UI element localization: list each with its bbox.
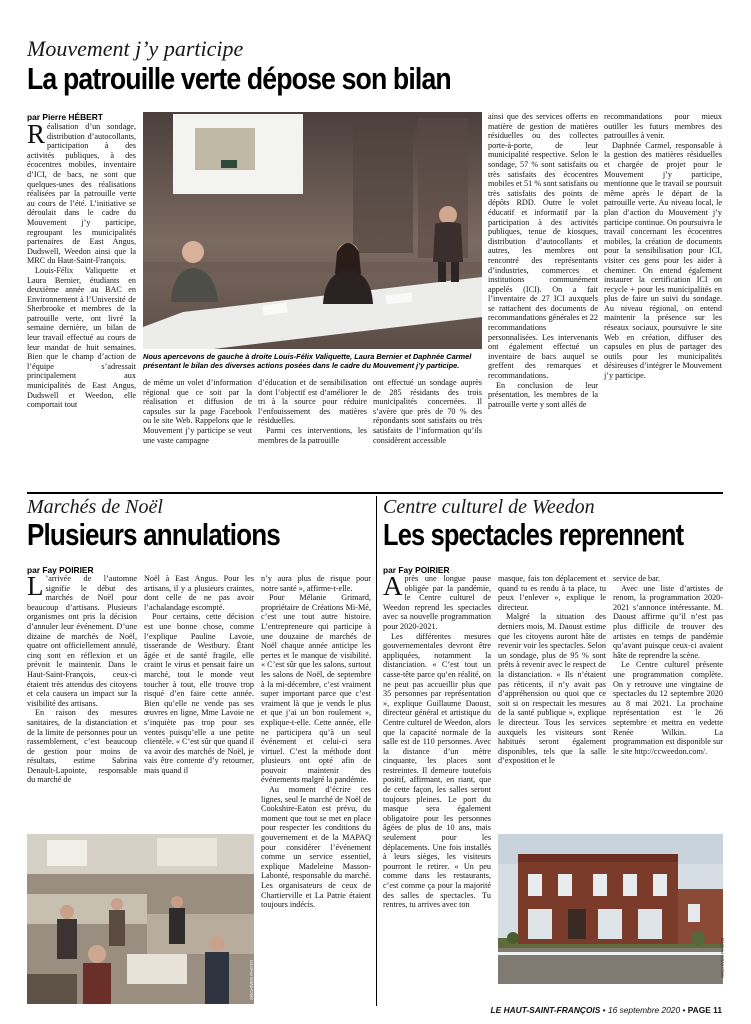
article1-column-2 bbox=[143, 378, 252, 488]
column-divider bbox=[376, 496, 377, 1006]
article1-paragraph: Louis-Félix Valiquette et Laura Bernier, étudiants en deuxième année au BAC en Environnement à l’Université de Sherbrooke et membres de la patrouille verte, ont livré la semaine dernière, un bilan de leur travail effectué au cours de leur mandat de huit semaines. Bien que le champ d’action de l’équipe s’adressait principalement aux municipalités de East Angus, Dudswell et Weedon, elle comportait tout bbox=[27, 265, 136, 410]
article3-byline: par Fay POIRIER bbox=[383, 565, 450, 575]
article3-headline: Les spectacles reprennent bbox=[383, 517, 684, 552]
article2-lead: ’arrivée de l’automne signifie le début des marchés de Noël pour beaucoup d’artisans. Plusieurs organismes ont pris la décision d’annuler leur événement. D’une dizaine de marchés de Noël, quatre ont officiellement annulé, cinq sont en réflexion et un prévoit le maintenir. Dans le Haut-Saint-François, ceux-ci étaient très attendus des citoyens et cela causera un impact sur la visibilité des artisans. bbox=[27, 574, 137, 708]
page-number: PAGE 11 bbox=[687, 1005, 722, 1015]
article3-paragraph: Malgré la situation des derniers mois, M. Daoust estime que les citoyens auront hâte de revenir voir les spectacles. Selon un sondage, plus de 95 % sont prêts à revenir avec le respect de la distanciation. « Ils n’étaient pas réticents, il n’y avait pas d’appréhension ou quoi que ce soit si on respectait les mesures de la santé publique », explique le directeur. Tous les services auxquels les visiteurs sont habitués seront également disponibles, tels que la salle d’exposition et le bbox=[498, 612, 606, 766]
article1-column-4 bbox=[373, 378, 482, 488]
article2-paragraph: Pour Mélanie Grimard, propriétaire de Créations Mi-Mé, c’est une tout autre histoire. L’entrepreneure qui participe à une douzaine de marchés de Noël chaque année anticipe les pertes et le manque de visibilité. « C’est sûr que les salons, surtout les salons de Noël, de septembre à la mi-décembre, c’est vraiment super important parce que c’est vraiment là que je vends le plus et que j’ai un bon roulement », explique-t-elle. Cette année, elle ne participera qu’à un seul événement et celui-ci sera virtuel. C’est la méthode dont plusieurs ont opté afin de pouvoir maintenir des événements malgré la pandémie. bbox=[261, 593, 371, 785]
article1-column-3 bbox=[258, 378, 367, 488]
cultural-center-photo bbox=[498, 834, 723, 984]
article3-column-1 bbox=[383, 574, 491, 1002]
article1-paragraph: de même un volet d’information régional que ce soit par la réalisation et diffusion de capsules sur la page Facebook ou le site Web. Rappelons que le Mouvement j’y participe se veut une vaste campagne bbox=[143, 378, 252, 445]
article1-paragraph: d’éducation et de sensibilisation dont l’objectif est d’améliorer le tri à la source pour réduire l’enfouissement des matières résiduelles. bbox=[258, 378, 367, 426]
article1-paragraph: ainsi que des services offerts en matière de gestion de matières résiduelles ou des collectes porte-à-porte, de leur municipalité respective. Selon le sondage, 57 % sont satisfaits ou très satisfaits des écocentres mobiles et 51 % sont satisfaits ou très satisfaits des points de dépôts RDD. Outre le volet éducatif et informatif par la participation à des activités publiques, tenue de kiosques, distribution d’autocollants et autres, les membres ont rencontré des représentants d’industries, commerces et institutions communément appelés (ICI). On a fait l’inventaire de 27 ICI auxquels se rattachent des documents de recommandations générales et 22 recommandations personnalisées. Les intervenants ont également effectué un inventaire de bacs auquel se greffent des remarques et recommandations. bbox=[488, 112, 598, 381]
article3-column-3 bbox=[613, 574, 723, 830]
article1-column-1 bbox=[27, 122, 136, 487]
article3-paragraph: Les différentes mesures gouvernementales devront être appliquées, notamment la distanciation. « C’est tout un casse-tête parce qu’en réalité, on ne peut pas accueillir plus que 35 personnes par représentation », explique Guillaume Daoust, directeur général et artistique du Centre culturel de Weedon, alors que la capacité normale de la salle est de 110 personnes. Avec la distance d’un mètre cinquante, les places sont restreintes. Il demeure toutefois positif, affirmant, en riant, que de cette façon, les salles seront toujours pleines. Le port du masque sera également obligatoire pour les personnes âgées de plus de 10 ans, mais seulement pour les déplacements. Une fois installés à leurs sièges, les visiteurs pourront le retirer. « Un peu comme dans les restaurants, c’est comme ça pour la majorité des salles de spectacles. Tu rentres, tu arrives avec ton bbox=[383, 631, 491, 910]
market-scene-image bbox=[27, 834, 254, 1004]
publication-name: LE HAUT-SAINT-FRANÇOIS bbox=[490, 1005, 601, 1015]
article3-kicker: Centre culturel de Weedon bbox=[383, 496, 595, 518]
presentation-scene-image bbox=[143, 112, 482, 349]
christmas-market-photo bbox=[27, 834, 254, 1004]
article1-paragraph: Parmi ces interventions, les membres de la patrouille bbox=[258, 425, 367, 445]
section-divider bbox=[27, 492, 723, 494]
drop-cap: L bbox=[27, 574, 44, 601]
article1-paragraph: Daphnée Carmel, responsable à la gestion des matières résiduelles et chargée de projet pour le Mouvement j’y participe, mentionne que le travail se poursuit même après le départ de la patrouille verte. Au niveau local, le plan d’action du Mouvement j’y participe continue. On poursuivra le travail concernant les écocentres mobiles, la création de documents pour la sensibilisation pour ICI, visiter ces gens pour les aider à cheminer. On entend également instaurer la certification ICI on recycle + pour les municipalités en plus de faire un suivi du sondage. Au niveau régional, on entend maintenir la présence sur les réseaux sociaux, poursuivre le site Web en création, diffuser des capsules en plus de partager des outils pour les municipalités désireuses d’intégrer le Mouvement j’y participe. bbox=[604, 140, 722, 381]
article2-paragraph: Pour certains, cette décision est une bonne chose, comme l’explique Pauline Lavoie, tisserande de Westbury. Étant âgée et de santé fragile, elle craint le virus et pensait faire un marché, tout le monde veut toucher à tout, elle trouve trop risqué d’en faire cette année. Bien qu’elle ne vende pas ses œuvres en ligne, Mme Lavoie ne s’inquiète pas trop pour ses ventes puisqu’elle a une petite clientèle. « C’est sûr que quand il va avoir des marchés de Noël, je vais être contente d’y retourner, mais quand il bbox=[144, 612, 254, 775]
patrol-presentation-photo bbox=[143, 112, 482, 349]
article1-column-6 bbox=[604, 112, 722, 488]
article3-paragraph: Avec une liste d’artistes de renom, la programmation 2020-2021 s’annonce intéressante. M. Daoust affirme qu’il n’est pas plus difficile de trouver des artistes en temps de pandémie qu’avant puisque ceux-ci avaient hâte de reprendre la scène. bbox=[613, 583, 723, 660]
article1-lead: éalisation d’un sondage, distribution d’autocollants, participation à des activités publiques, à des écocentres mobiles, inventaire d’ICI, de bacs, ne sont que quelques-unes des réalisations réalisées par la patrouille verte au cours de l’été. L’initiative se déroulait dans le cadre du Mouvement j’y participe, regroupant les municipalités partenaires de East Angus, Dudswell, Weedon ainsi que la MRC du Haut-Saint-François. bbox=[27, 122, 136, 266]
article2-paragraph: Noël à East Angus. Pour les artisans, il y a plusieurs craintes, dont celle de ne pas avoir l’achalandage escompté. bbox=[144, 574, 254, 612]
article3-column-2 bbox=[498, 574, 606, 830]
article3-paragraph: Le Centre culturel présente une programmation complète. On y retrouve une vingtaine de spectacles du 12 septembre 2020 au 8 mai 2021. La prochaine représentation est le 26 septembre et mettra en vedette Renée Wilkin. La programmation est disponible sur le site http://ccweedon.com/. bbox=[613, 660, 723, 756]
article1-kicker: Mouvement j’y participe bbox=[27, 36, 244, 61]
article2-kicker: Marchés de Noël bbox=[27, 496, 163, 518]
drop-cap: A bbox=[383, 574, 403, 601]
article2-headline: Plusieurs annulations bbox=[27, 517, 280, 552]
photo-caption: Nous apercevons de gauche à droite Louis-Félix Valiquette, Laura Bernier et Daphnée Carmel présentant le bilan des diverses actions posées dans le cadre du Mouvement j’y participe. bbox=[143, 352, 472, 370]
article2-paragraph: n’y aura plus de risque pour notre santé », affirme-t-elle. bbox=[261, 574, 371, 593]
article1-byline: par Pierre HÉBERT bbox=[27, 112, 103, 122]
article2-byline: par Fay POIRIER bbox=[27, 565, 94, 575]
page-footer bbox=[491, 1005, 722, 1015]
article1-headline: La patrouille verte dépose son bilan bbox=[27, 61, 451, 96]
article2-column-3 bbox=[261, 574, 371, 1002]
article2-column-2 bbox=[144, 574, 254, 830]
issue-date: • 16 septembre 2020 • bbox=[600, 1005, 688, 1015]
article1-paragraph: recommandations pour mieux outiller les futurs membres des patrouilles à venir. bbox=[604, 112, 722, 141]
article2-paragraph: En raison des mesures sanitaires, de la distanciation et de la limite de personnes pour un rassemblement, c’est beaucoup de gestion pour moins de résultats, estime Sabrina Denault-Lapointe, responsable du marché de bbox=[27, 708, 137, 785]
photo-credit: ARCHIVES PHOTO bbox=[720, 937, 725, 978]
building-image bbox=[498, 834, 723, 984]
article1-paragraph: ont effectué un sondage auprès de 285 résidants des trois municipalités concernées. Il s’avère que près de 70 % des répondants sont satisfaits ou très satisfaits de l’information qu’ils considèrent accessible bbox=[373, 378, 482, 445]
article2-paragraph: Au moment d’écrire ces lignes, seul le marché de Noël de Cookshire-Eaton est prévu, du moment que tout se met en place pour respecter les conditions du gouvernement et de la MAPAQ pour considérer l’événement comme un service essentiel, explique Madeleine Masson-Labonté, responsable du marché. Les organisateurs de ceux de Chartierville et La Patrie étaient toujours indécis. bbox=[261, 785, 371, 910]
article3-paragraph: service de bar. bbox=[613, 574, 661, 583]
article1-column-5 bbox=[488, 112, 598, 488]
drop-cap: R bbox=[27, 122, 46, 149]
article3-paragraph: masque, fais ton déplacement et quand tu es rendu à ta place, tu peux l’enlever », explique le directeur. bbox=[498, 574, 606, 612]
photo-credit: ARCHIVES PHOTO bbox=[249, 959, 254, 1000]
article1-paragraph: En conclusion de leur présentation, les membres de la patrouille verte y sont allés de bbox=[488, 380, 598, 409]
article2-column-1 bbox=[27, 574, 137, 830]
article3-lead: près une longue pause obligée par la pandémie, le Centre culturel de Weedon reprend les spectacles avec sa nouvelle programmation pour 2020-2021. bbox=[383, 574, 491, 631]
